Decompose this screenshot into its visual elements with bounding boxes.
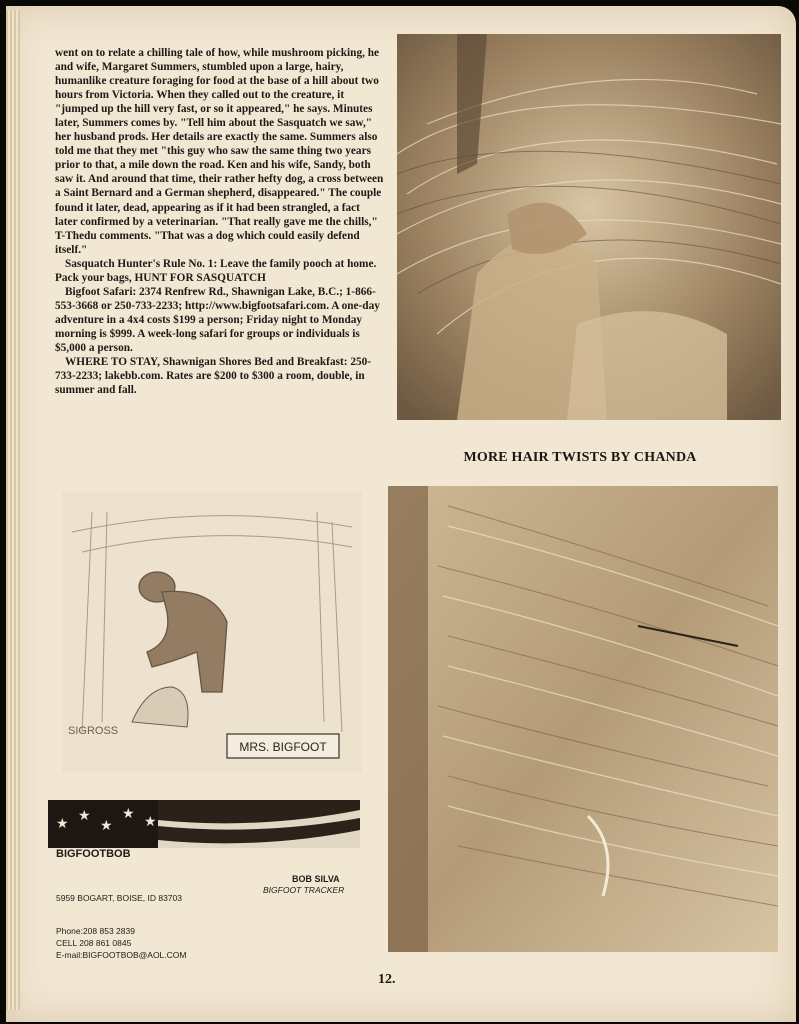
article-paragraph-3: Bigfoot Safari: 2374 Renfrew Rd., Shawnigan Lake, B.C.; 1-866-553-3668 or 250-733-2233; http://www.bigfootsafari.com. A one-day adventure in a 4x4 costs $199 a person; Friday night to Monday morning is $999. A week-long safari for groups or individuals is $5,000 a person. (55, 285, 380, 354)
svg-text:★: ★ (56, 816, 69, 832)
article-text (55, 46, 385, 397)
page-number: 12. (378, 972, 396, 987)
article-paragraph-2: Sasquatch Hunter's Rule No. 1: Leave the family pooch at home. Pack your bags, HUNT FOR SASQUATCH (55, 257, 377, 284)
card-address: 5959 BOGART, BOISE, ID 83703 (56, 893, 182, 903)
card-brand: BIGFOOTBOB (56, 848, 131, 860)
svg-text:★: ★ (144, 814, 157, 830)
article-paragraph-1: went on to relate a chilling tale of how, while mushroom picking, he and wife, Margaret Summers, stumbled upon a large, hairy, humanlike creature foraging for food at the base of a hill about two hours from Victoria. When they called out to the creature, it "jumped up the hill very fast, or so it appeared," he says. Minutes later, Summers comes by. "Tell him about the Sasquatch we saw," her husband prods. Her details are exactly the same. Summers also told me that they met "this guy who saw the same thing two years prior to that, a mile down the road. Ken and his wife, Sandy, both saw it. And around that time, their rather hefty dog, a cross between a Saint Bernard and a German shepherd, disappeared." The couple found it later, dead, appearing as if it had been strangled, a fact later confirmed by a veterinarian. "That really gave me the chills," T-Thedu comments. "That was a dog which could easily defend itself." (55, 47, 384, 256)
mrs-bigfoot-cartoon (62, 492, 362, 772)
card-email: E-mail:BIGFOOTBOB@AOL.COM (56, 950, 187, 960)
cartoon-signature: SIGROSS (68, 725, 119, 737)
card-phone: Phone:208 853 2839 (56, 926, 135, 936)
article-paragraph-4: WHERE TO STAY, Shawnigan Shores Bed and Breakfast: 250-733-2233; lakebb.com. Rates are $200 to $300 a room, double, in summer and fall. (55, 356, 372, 397)
svg-text:★: ★ (122, 806, 135, 822)
svg-text:★: ★ (100, 818, 113, 834)
hair-twist-photo-bottom (388, 486, 778, 952)
svg-text:★: ★ (78, 808, 91, 824)
card-name: BOB SILVA (292, 874, 340, 884)
stacked-page-edges (6, 10, 20, 1010)
hair-twist-photo-top (397, 34, 781, 420)
flag-banner (48, 800, 360, 848)
card-title: BIGFOOT TRACKER (263, 885, 345, 895)
cartoon-label: MRS. BIGFOOT (239, 740, 327, 754)
card-cell: CELL 208 861 0845 (56, 938, 132, 948)
photo-caption: MORE HAIR TWISTS BY CHANDA (463, 450, 697, 465)
